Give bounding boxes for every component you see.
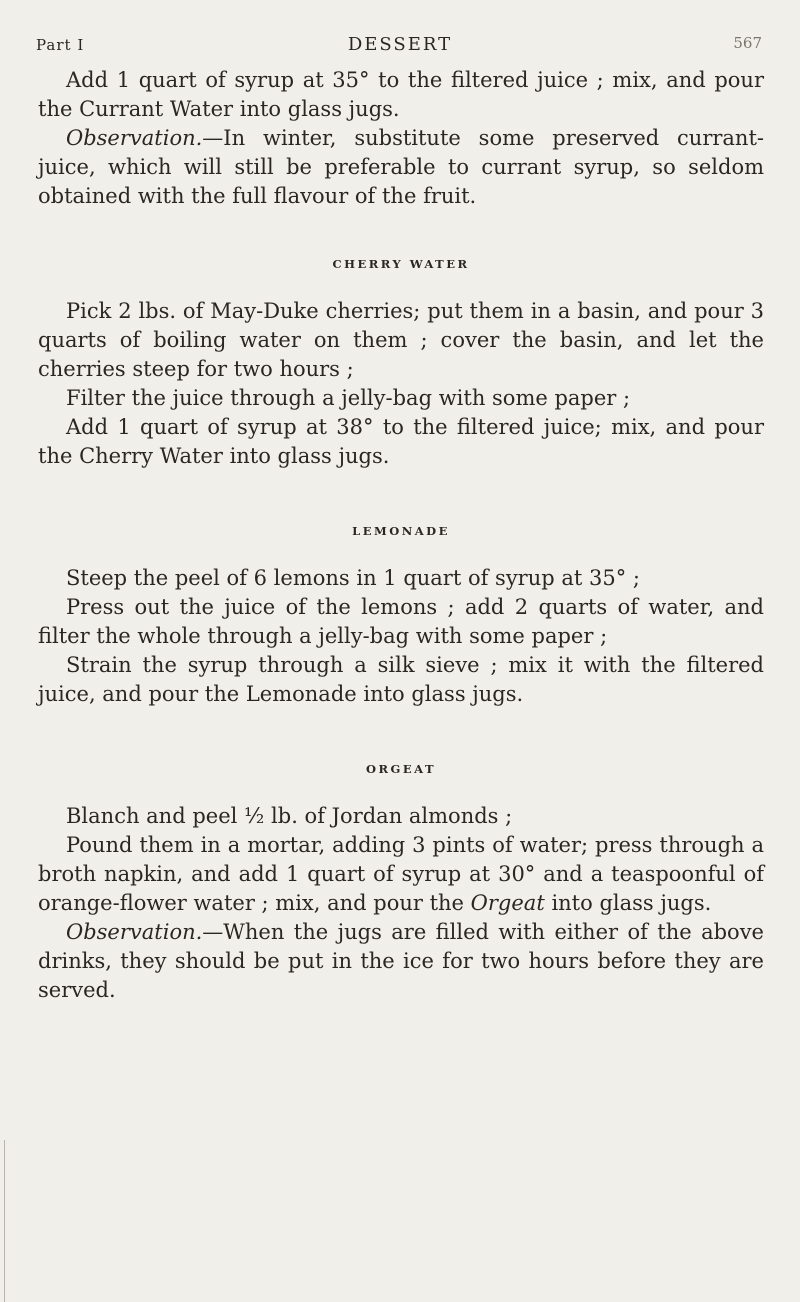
observation-label: Observation. (66, 126, 203, 150)
cherry-step-1: Pick 2 lbs. of May-Duke cherries; put them in a basin, and pour 3 quarts of boiling water on them ; cover the basin, and let the cherries steep for two hours ; (38, 299, 764, 381)
observation-text: —In winter, substitute some preserved currant-juice, which will still be preferable to currant syrup, so seldom obtained with the full flavour of the fruit. (38, 126, 764, 208)
orgeat-step-1: Blanch and peel ½ lb. of Jordan almonds ; (66, 804, 513, 828)
cherry-step-2: Filter the juice through a jelly-bag with some paper ; (66, 386, 631, 410)
section-title: DESSERT (347, 34, 453, 55)
page-number: 567 (733, 34, 762, 52)
currant-instruction: Add 1 quart of syrup at 35° to the filtered juice ; mix, and pour the Currant Water into glass jugs. (38, 68, 764, 121)
orgeat-step-2-end: into glass jugs. (544, 891, 712, 915)
orgeat-step-2-text: Pound them in a mortar, adding 3 pints of water; press through a broth napkin, and add 1 quart of syrup at 30° and a teaspoonful of orange-flower water ; mix, and pour the (38, 833, 764, 915)
running-header (36, 34, 764, 58)
lemonade-step-1: Steep the peel of 6 lemons in 1 quart of syrup at 35° ; (66, 566, 640, 590)
observation-text: —When the jugs are filled with either of the above drinks, they should be put in the ice for two hours before they are served. (38, 920, 764, 1002)
lemonade-step-2: Press out the juice of the lemons ; add 2 quarts of water, and filter the whole through a jelly-bag with some paper ; (38, 595, 764, 648)
lemonade-step-3: Strain the syrup through a silk sieve ; mix it with the filtered juice, and pour the Lemonade into glass jugs. (38, 653, 764, 706)
cherry-water-heading: CHERRY WATER (332, 257, 470, 271)
part-label: Part I (36, 36, 85, 54)
lemonade-heading: LEMONADE (352, 524, 450, 538)
page-body (38, 66, 764, 1005)
orgeat-step-2 (38, 831, 764, 918)
cherry-step-3: Add 1 quart of syrup at 38° to the filtered juice; mix, and pour the Cherry Water into glass jugs. (38, 415, 764, 468)
orgeat-name: Orgeat (470, 891, 545, 915)
observation-label: Observation. (66, 920, 203, 944)
currant-observation (38, 124, 764, 211)
orgeat-heading: ORGEAT (365, 762, 436, 776)
orgeat-observation (38, 918, 764, 1005)
scan-edge-line (4, 1140, 5, 1302)
